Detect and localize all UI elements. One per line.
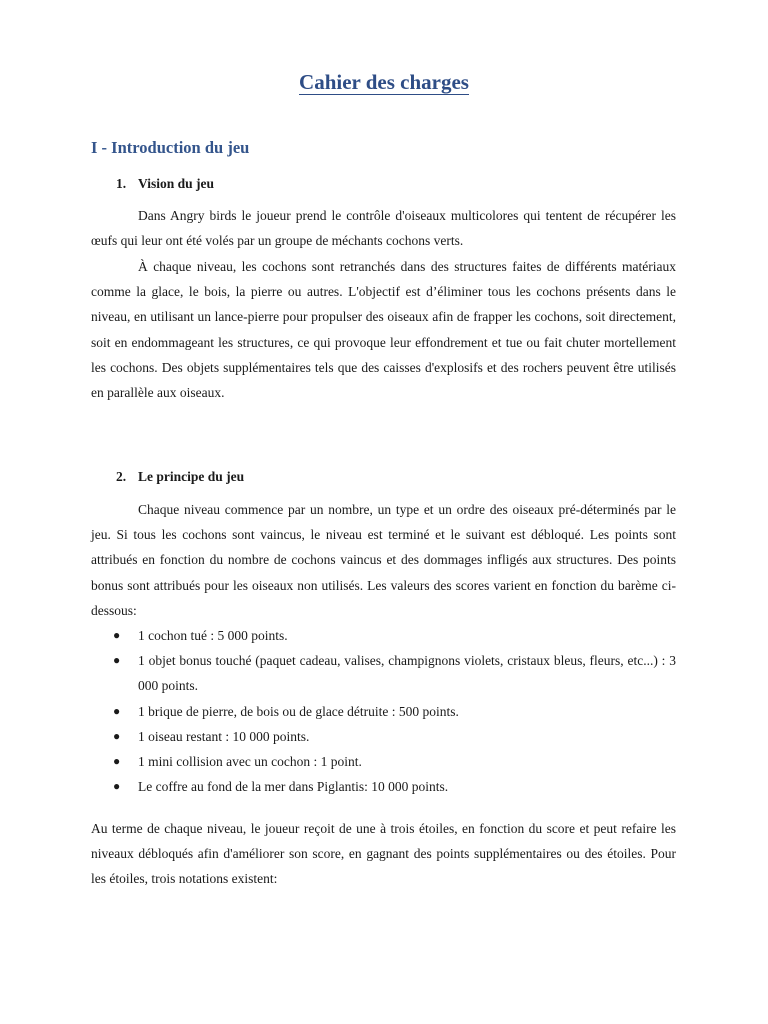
list-item-text: Le coffre au fond de la mer dans Piglantis: 10 000 points. <box>138 779 449 795</box>
list-item-text: 1 brique de pierre, de bois ou de glace détruite : 500 points. <box>138 703 459 719</box>
bullet-icon: ● <box>113 703 121 718</box>
paragraph-vision-2: À chaque niveau, les cochons sont retranchés dans des structures faites de différents matériaux comme la glace, le bois, la pierre ou autres. L'objectif est d’éliminer tous les cochons présents dans le niveau, en utilisant un lance-pierre pour propulser des oiseaux afin de frapper les cochons, soit directement, soit en endommageant les structures, ce qui provoque leur effondrement et tue ou fait chuter mortellement les cochons. Des objets supplémentaires tels que des caisses d'explosifs et des rochers peuvent être utilisés en parallèle aux oiseaux. <box>91 259 676 401</box>
list-item <box>91 623 676 648</box>
page-title <box>0 68 768 96</box>
subsection-title: Le principe du jeu <box>138 469 245 484</box>
bullet-icon: ● <box>113 653 121 668</box>
list-item <box>91 724 676 749</box>
score-list <box>91 623 676 799</box>
bullet-icon: ● <box>113 628 121 642</box>
paragraph-principe-closing: Au terme de chaque niveau, le joueur reçoit de une à trois étoiles, en fonction du score et peut refaire les niveaux débloqués afin d'améliorer son score, en gagnant des points supplémentaires ou des étoiles. Pour les étoiles, trois notations existent: <box>91 821 676 887</box>
list-item-text: 1 objet bonus touché (paquet cadeau, valises, champignons violets, cristaux bleus, fleurs, etc...) : 3 000 points. <box>138 653 676 694</box>
subsection-heading-principe <box>116 467 244 487</box>
list-item-text: 1 mini collision avec un cochon : 1 point. <box>138 754 362 770</box>
page-title-text: Cahier des charges <box>299 70 469 94</box>
list-item <box>91 749 676 774</box>
list-item <box>91 699 676 724</box>
subsection-number: 1. <box>116 176 127 191</box>
bullet-icon: ● <box>113 779 121 794</box>
paragraph-vision-1: Dans Angry birds le joueur prend le contrôle d'oiseaux multicolores qui tentent de récupérer les œufs qui leur ont été volés par un groupe de méchants cochons verts. <box>91 208 676 249</box>
paragraph-principe-intro: Chaque niveau commence par un nombre, un type et un ordre des oiseaux pré-déterminés par le jeu. Si tous les cochons sont vaincus, le niveau est terminé et le suivant est débloqué. Les points sont attribués en fonction du nombre de cochons vaincus et des dommages infligés aux structures. Des points bonus sont attribués pour les oiseaux non utilisés. Les valeurs des scores varient en fonction du barème ci-dessous: <box>91 502 676 618</box>
subsection-heading-vision <box>116 174 214 194</box>
bullet-icon: ● <box>113 754 121 769</box>
subsection-title: Vision du jeu <box>138 176 215 191</box>
subsection-number: 2. <box>116 469 127 484</box>
list-item <box>91 648 676 698</box>
list-item-text: 1 cochon tué : 5 000 points. <box>138 628 288 643</box>
section-heading-introduction: I - Introduction du jeu <box>91 138 250 157</box>
list-item-text: 1 oiseau restant : 10 000 points. <box>138 728 310 744</box>
list-item <box>91 774 676 799</box>
bullet-icon: ● <box>113 728 121 743</box>
